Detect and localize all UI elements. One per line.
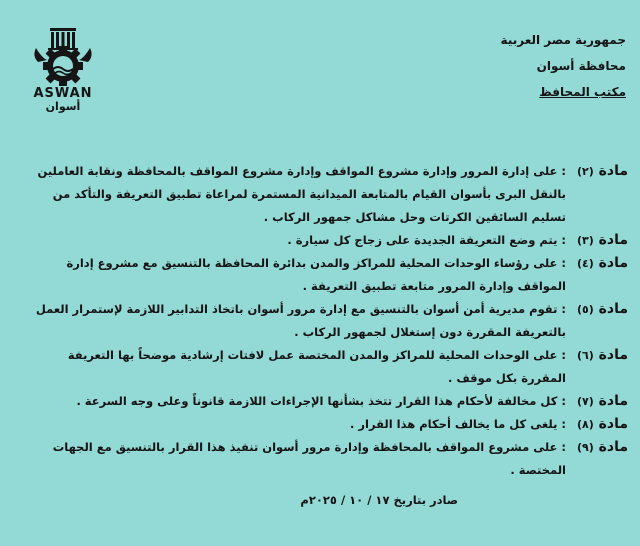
aswan-logo xyxy=(14,22,112,114)
article-label: مادة (٣) xyxy=(576,232,628,248)
article-number: (٣) xyxy=(576,234,594,247)
article-label: مادة (٤) xyxy=(576,255,628,271)
article xyxy=(22,344,628,390)
article-text: : كل مخالفة لأحكام هذا القرار تتخذ بشأنها الإجراءات اللازمة قانوناً وعلى وجه السرعة . xyxy=(76,394,566,408)
article-number: (٧) xyxy=(576,395,594,408)
article-number: (٥) xyxy=(576,303,594,316)
governorate-name: محافظة أسوان xyxy=(536,59,626,73)
issue-date: صادر بتاريخ ١٧ / ١٠ / ٢٠٢٥م xyxy=(300,493,458,507)
country-name: جمهورية مصر العربية xyxy=(500,33,626,47)
logo-latin-text: ASWAN xyxy=(33,86,93,101)
article xyxy=(22,298,628,344)
article-number: (٤) xyxy=(576,257,594,270)
article-text: : على رؤساء الوحدات المحلية للمراكز والمدن بدائرة المحافظة بالتنسيق مع مشروع إدارة المواقف وإدارة المرور متابعة تطبيق التعريفة . xyxy=(66,256,566,293)
article xyxy=(22,229,628,252)
article-label: مادة (٧) xyxy=(576,393,628,409)
article-label: مادة (٦) xyxy=(576,347,628,363)
article-text: : تقوم مديرية أمن أسوان بالتنسيق مع إدارة مرور أسوان باتخاذ التدابير اللازمة لإستمرار العمل بالتعريفة المقررة دون إستغلال لجمهور الركاب . xyxy=(35,302,566,339)
article-text: : على مشروع المواقف بالمحافظة وإدارة مرور أسوان تنفيذ هذا القرار بالتنسيق مع الجهات المختصة . xyxy=(52,440,566,477)
article-text: : على الوحدات المحلية للمراكز والمدن المختصة عمل لافتات إرشادية موضحاً بها التعريفة المقررة بكل موقف . xyxy=(67,348,566,385)
article-label: مادة (٨) xyxy=(576,416,628,432)
article xyxy=(22,390,628,413)
article-number: (٢) xyxy=(576,165,594,178)
article xyxy=(22,252,628,298)
decree-body xyxy=(22,160,628,510)
article-text: : يتم وضع التعريفة الجديدة على زجاج كل سيارة . xyxy=(287,233,566,247)
article-number: (٦) xyxy=(576,349,594,362)
article-text: : على إدارة المرور وإدارة مشروع المواقف وإدارة مشروع المواقف بالمحافظة ونقابة العاملين بالنقل البرى بأسوان القيام بالمتابعة الميدانية المستمرة لمراعاة تطبيق التعريفة والتأكد من تسليم السائقين الكرتات وحل مشاكل جمهور الركاب . xyxy=(37,164,566,224)
article xyxy=(22,436,628,482)
article-label: مادة (٢) xyxy=(576,163,628,179)
article xyxy=(22,413,628,436)
article-number: (٩) xyxy=(576,441,594,454)
office-name: مكتب المحافظ xyxy=(539,85,626,99)
logo-arabic-text: أسوان xyxy=(45,100,81,113)
article xyxy=(22,160,628,229)
letterhead xyxy=(446,34,626,112)
article-label: مادة (٩) xyxy=(576,439,628,455)
article-number: (٨) xyxy=(576,418,594,431)
article-text: : يلغى كل ما يخالف أحكام هذا القرار . xyxy=(350,417,566,431)
aswan-governorate-emblem-icon xyxy=(14,22,112,88)
article-label: مادة (٥) xyxy=(576,301,628,317)
